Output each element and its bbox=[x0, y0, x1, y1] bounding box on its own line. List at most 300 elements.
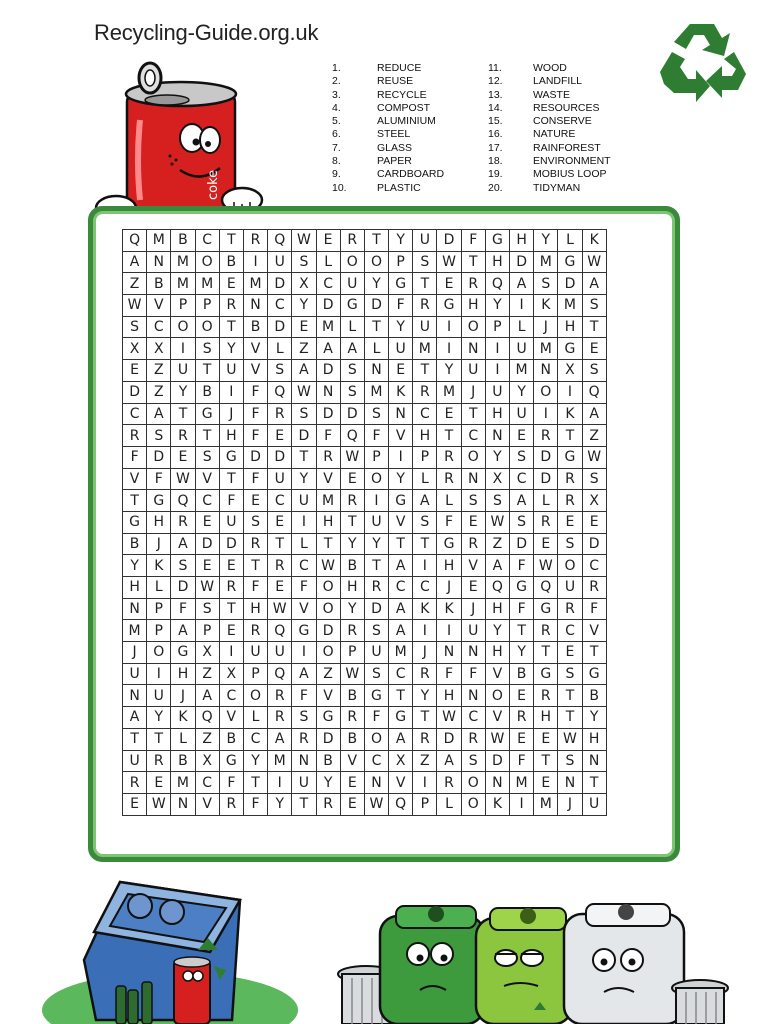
grid-cell: S bbox=[292, 403, 316, 425]
grid-cell: X bbox=[558, 360, 582, 382]
grid-cell: U bbox=[510, 403, 534, 425]
word-list-item: 5. ALUMINIUM bbox=[332, 115, 436, 128]
grid-cell: V bbox=[123, 468, 147, 490]
grid-cell: B bbox=[510, 663, 534, 685]
grid-cell: A bbox=[171, 533, 195, 555]
grid-cell: S bbox=[364, 663, 388, 685]
grid-cell: N bbox=[461, 642, 485, 664]
grid-cell: S bbox=[534, 273, 558, 295]
can-brand-text: coke bbox=[206, 169, 221, 200]
grid-cell: K bbox=[413, 598, 437, 620]
grid-cell: P bbox=[413, 446, 437, 468]
grid-cell: L bbox=[316, 251, 340, 273]
grid-cell: F bbox=[510, 555, 534, 577]
grid-cell: R bbox=[219, 793, 243, 815]
grid-cell: T bbox=[364, 555, 388, 577]
grid-cell: B bbox=[219, 728, 243, 750]
grid-cell: F bbox=[243, 468, 267, 490]
grid-cell: I bbox=[268, 772, 292, 794]
grid-cell: A bbox=[123, 707, 147, 729]
grid-cell: T bbox=[558, 425, 582, 447]
grid-cell: T bbox=[558, 685, 582, 707]
grid-row bbox=[123, 772, 607, 794]
word-list-item: 16. NATURE bbox=[488, 128, 576, 141]
grid-cell: U bbox=[485, 381, 509, 403]
grid-cell: Y bbox=[582, 707, 606, 729]
grid-cell: Y bbox=[389, 468, 413, 490]
recycling-bank-container bbox=[84, 882, 240, 1020]
grid-cell: R bbox=[510, 707, 534, 729]
grid-cell: H bbox=[534, 707, 558, 729]
grid-cell: S bbox=[292, 707, 316, 729]
grid-row bbox=[123, 555, 607, 577]
grid-cell: N bbox=[123, 685, 147, 707]
grid-cell: T bbox=[171, 403, 195, 425]
grid-cell: W bbox=[147, 793, 171, 815]
grid-cell: B bbox=[340, 728, 364, 750]
grid-cell: Y bbox=[510, 642, 534, 664]
grid-cell: L bbox=[437, 793, 461, 815]
grid-cell: C bbox=[582, 555, 606, 577]
grid-cell: M bbox=[171, 273, 195, 295]
grid-cell: F bbox=[510, 750, 534, 772]
grid-cell: T bbox=[413, 533, 437, 555]
grid-cell: F bbox=[389, 295, 413, 317]
word-search-grid bbox=[122, 229, 607, 816]
grid-cell: H bbox=[510, 230, 534, 252]
grid-cell: Q bbox=[268, 620, 292, 642]
grid-cell: T bbox=[582, 316, 606, 338]
grid-cell: S bbox=[413, 251, 437, 273]
grid-row bbox=[123, 381, 607, 403]
grid-cell: W bbox=[171, 468, 195, 490]
grid-cell: T bbox=[268, 533, 292, 555]
grid-cell: A bbox=[389, 598, 413, 620]
grid-cell: V bbox=[389, 425, 413, 447]
grid-cell: G bbox=[292, 620, 316, 642]
grid-cell: R bbox=[437, 468, 461, 490]
grid-cell: A bbox=[147, 403, 171, 425]
grid-cell: Y bbox=[413, 685, 437, 707]
grid-cell: V bbox=[243, 360, 267, 382]
grid-cell: R bbox=[558, 490, 582, 512]
grid-cell: I bbox=[485, 360, 509, 382]
grid-cell: X bbox=[389, 750, 413, 772]
grid-cell: D bbox=[195, 533, 219, 555]
grid-cell: W bbox=[582, 446, 606, 468]
grid-row bbox=[123, 620, 607, 642]
grid-cell: E bbox=[558, 511, 582, 533]
grid-cell: A bbox=[582, 273, 606, 295]
grid-cell: S bbox=[147, 425, 171, 447]
grid-cell: P bbox=[171, 295, 195, 317]
grid-cell: V bbox=[316, 468, 340, 490]
grey-bin bbox=[564, 904, 684, 1024]
word-list-item: 19. MOBIUS LOOP bbox=[488, 168, 607, 181]
grid-cell: V bbox=[485, 707, 509, 729]
grid-cell: S bbox=[582, 360, 606, 382]
grid-cell: D bbox=[123, 381, 147, 403]
grid-cell: O bbox=[195, 316, 219, 338]
grid-cell: R bbox=[461, 728, 485, 750]
grid-cell: A bbox=[340, 338, 364, 360]
grid-row bbox=[123, 403, 607, 425]
grid-cell: F bbox=[219, 772, 243, 794]
grid-cell: I bbox=[485, 338, 509, 360]
grid-cell: U bbox=[123, 750, 147, 772]
grid-cell: A bbox=[437, 750, 461, 772]
grid-cell: X bbox=[582, 490, 606, 512]
grid-cell: E bbox=[268, 577, 292, 599]
grid-cell: N bbox=[485, 772, 509, 794]
grid-cell: C bbox=[413, 403, 437, 425]
grid-cell: A bbox=[316, 338, 340, 360]
grid-cell: E bbox=[292, 316, 316, 338]
grid-cell: E bbox=[268, 511, 292, 533]
grid-cell: N bbox=[147, 251, 171, 273]
grid-cell: N bbox=[389, 403, 413, 425]
grid-cell: P bbox=[413, 793, 437, 815]
grid-cell: E bbox=[534, 533, 558, 555]
grid-cell: T bbox=[243, 555, 267, 577]
grid-cell: I bbox=[558, 381, 582, 403]
grid-cell: R bbox=[268, 403, 292, 425]
grid-cell: H bbox=[171, 663, 195, 685]
grid-cell: M bbox=[123, 620, 147, 642]
grid-cell: E bbox=[582, 338, 606, 360]
word-list-item: 12. LANDFILL bbox=[488, 75, 583, 88]
grid-cell: Y bbox=[292, 295, 316, 317]
grid-cell: P bbox=[243, 663, 267, 685]
grid-cell: I bbox=[147, 663, 171, 685]
grid-cell: U bbox=[413, 316, 437, 338]
grid-cell: D bbox=[437, 230, 461, 252]
grid-cell: G bbox=[340, 295, 364, 317]
grid-cell: E bbox=[219, 273, 243, 295]
grid-cell: R bbox=[243, 533, 267, 555]
grid-cell: X bbox=[292, 273, 316, 295]
grid-cell: R bbox=[243, 620, 267, 642]
grid-cell: Y bbox=[485, 620, 509, 642]
grid-cell: Y bbox=[534, 230, 558, 252]
grid-cell: V bbox=[582, 620, 606, 642]
grid-cell: G bbox=[219, 446, 243, 468]
grid-cell: Y bbox=[292, 468, 316, 490]
grid-cell: S bbox=[413, 511, 437, 533]
grid-cell: K bbox=[437, 598, 461, 620]
grid-cell: S bbox=[510, 446, 534, 468]
grid-cell: R bbox=[268, 685, 292, 707]
grid-cell: T bbox=[413, 273, 437, 295]
grid-cell: F bbox=[292, 577, 316, 599]
grid-cell: T bbox=[292, 793, 316, 815]
grid-cell: F bbox=[582, 598, 606, 620]
grid-cell: S bbox=[292, 251, 316, 273]
word-list-item: 20. TIDYMAN bbox=[488, 181, 581, 194]
grid-cell: E bbox=[340, 793, 364, 815]
grid-cell: B bbox=[582, 685, 606, 707]
grid-cell: T bbox=[340, 511, 364, 533]
grid-cell: R bbox=[340, 620, 364, 642]
grid-cell: A bbox=[123, 251, 147, 273]
grid-cell: G bbox=[147, 490, 171, 512]
grid-cell: B bbox=[340, 685, 364, 707]
grid-cell: O bbox=[195, 251, 219, 273]
grid-cell: U bbox=[389, 338, 413, 360]
grid-cell: O bbox=[485, 685, 509, 707]
grid-cell: S bbox=[558, 750, 582, 772]
grid-cell: T bbox=[364, 316, 388, 338]
grid-cell: Q bbox=[123, 230, 147, 252]
grid-cell: Z bbox=[292, 338, 316, 360]
grid-cell: T bbox=[582, 772, 606, 794]
grid-cell: E bbox=[558, 642, 582, 664]
recycling-bins-illustration bbox=[0, 870, 768, 1024]
grid-cell: M bbox=[268, 750, 292, 772]
grid-cell: U bbox=[558, 577, 582, 599]
grid-cell: I bbox=[437, 316, 461, 338]
grid-cell: E bbox=[219, 620, 243, 642]
grid-cell: T bbox=[558, 707, 582, 729]
word-list-item: 9. CARDBOARD bbox=[332, 168, 445, 181]
grid-cell: S bbox=[582, 468, 606, 490]
grid-cell: H bbox=[485, 403, 509, 425]
grid-cell: E bbox=[461, 511, 485, 533]
grid-cell: Y bbox=[340, 533, 364, 555]
grid-cell: Z bbox=[195, 663, 219, 685]
grid-cell: X bbox=[485, 468, 509, 490]
grid-cell: G bbox=[389, 490, 413, 512]
grid-cell: V bbox=[195, 468, 219, 490]
grid-cell: A bbox=[510, 273, 534, 295]
grid-cell: D bbox=[268, 273, 292, 295]
word-list-item: 13. WASTE bbox=[488, 88, 570, 101]
grid-cell: D bbox=[219, 533, 243, 555]
grid-cell: U bbox=[510, 338, 534, 360]
grid-cell: Q bbox=[534, 577, 558, 599]
grid-cell: U bbox=[461, 620, 485, 642]
grid-cell: S bbox=[558, 533, 582, 555]
grid-cell: J bbox=[461, 381, 485, 403]
grid-cell: D bbox=[510, 251, 534, 273]
grid-cell: R bbox=[292, 728, 316, 750]
grid-cell: Y bbox=[219, 338, 243, 360]
grid-cell: V bbox=[195, 793, 219, 815]
grid-cell: E bbox=[195, 555, 219, 577]
grid-cell: U bbox=[461, 360, 485, 382]
grid-cell: H bbox=[437, 685, 461, 707]
grid-cell: R bbox=[534, 685, 558, 707]
grid-cell: O bbox=[534, 381, 558, 403]
grid-cell: P bbox=[147, 598, 171, 620]
grid-cell: S bbox=[195, 446, 219, 468]
grid-cell: S bbox=[195, 598, 219, 620]
grid-row bbox=[123, 577, 607, 599]
grid-cell: R bbox=[413, 663, 437, 685]
grid-cell: T bbox=[195, 425, 219, 447]
grid-cell: G bbox=[510, 577, 534, 599]
grid-cell: U bbox=[123, 663, 147, 685]
grid-cell: E bbox=[510, 425, 534, 447]
grid-cell: D bbox=[437, 728, 461, 750]
grid-cell: W bbox=[195, 577, 219, 599]
grid-row bbox=[123, 468, 607, 490]
grid-cell: V bbox=[147, 295, 171, 317]
grid-cell: A bbox=[195, 685, 219, 707]
trash-can-right bbox=[672, 980, 728, 1024]
grid-cell: T bbox=[219, 468, 243, 490]
grid-cell: D bbox=[316, 403, 340, 425]
grid-cell: Y bbox=[510, 381, 534, 403]
grid-cell: T bbox=[534, 750, 558, 772]
grid-cell: F bbox=[219, 490, 243, 512]
grid-cell: G bbox=[389, 273, 413, 295]
grid-cell: M bbox=[389, 642, 413, 664]
grid-cell: U bbox=[243, 642, 267, 664]
grid-cell: E bbox=[510, 728, 534, 750]
grid-cell: G bbox=[195, 403, 219, 425]
grid-cell: D bbox=[534, 446, 558, 468]
grid-cell: K bbox=[171, 707, 195, 729]
grid-cell: C bbox=[195, 772, 219, 794]
grid-cell: H bbox=[485, 598, 509, 620]
grid-cell: S bbox=[340, 360, 364, 382]
grid-cell: N bbox=[485, 425, 509, 447]
grid-cell: S bbox=[510, 511, 534, 533]
grid-cell: T bbox=[123, 728, 147, 750]
grid-cell: O bbox=[340, 251, 364, 273]
grid-cell: E bbox=[389, 360, 413, 382]
grid-cell: Q bbox=[268, 230, 292, 252]
grid-cell: S bbox=[171, 555, 195, 577]
grid-cell: F bbox=[243, 381, 267, 403]
grid-cell: J bbox=[413, 642, 437, 664]
recycle-logo-icon bbox=[652, 18, 752, 108]
grid-cell: O bbox=[171, 316, 195, 338]
grid-cell: A bbox=[292, 360, 316, 382]
grid-cell: W bbox=[485, 511, 509, 533]
grid-cell: R bbox=[413, 728, 437, 750]
word-list-item: 2. REUSE bbox=[332, 75, 414, 88]
grid-cell: D bbox=[316, 620, 340, 642]
grid-row bbox=[123, 707, 607, 729]
grid-cell: A bbox=[389, 728, 413, 750]
grid-cell: E bbox=[510, 685, 534, 707]
grid-cell: A bbox=[171, 620, 195, 642]
grid-cell: E bbox=[534, 772, 558, 794]
grid-cell: R bbox=[582, 577, 606, 599]
grid-cell: A bbox=[389, 555, 413, 577]
grid-row bbox=[123, 663, 607, 685]
grid-cell: B bbox=[243, 316, 267, 338]
grid-cell: U bbox=[292, 772, 316, 794]
grid-cell: L bbox=[340, 316, 364, 338]
grid-row bbox=[123, 273, 607, 295]
grid-cell: T bbox=[219, 598, 243, 620]
grid-cell: M bbox=[534, 251, 558, 273]
grid-cell: S bbox=[485, 490, 509, 512]
grid-cell: O bbox=[243, 685, 267, 707]
grid-cell: S bbox=[340, 381, 364, 403]
grid-row bbox=[123, 360, 607, 382]
grid-cell: I bbox=[389, 446, 413, 468]
grid-cell: C bbox=[461, 707, 485, 729]
grid-cell: W bbox=[437, 707, 461, 729]
grid-cell: D bbox=[364, 295, 388, 317]
grid-cell: Z bbox=[195, 728, 219, 750]
grid-row bbox=[123, 251, 607, 273]
grid-cell: G bbox=[582, 663, 606, 685]
word-list-item: 7. GLASS bbox=[332, 141, 413, 154]
grid-cell: G bbox=[219, 750, 243, 772]
grid-cell: W bbox=[292, 381, 316, 403]
word-list-item: 8. PAPER bbox=[332, 155, 412, 168]
grid-row bbox=[123, 230, 607, 252]
grid-cell: O bbox=[316, 598, 340, 620]
grid-cell: C bbox=[413, 577, 437, 599]
grid-cell: F bbox=[364, 425, 388, 447]
grid-cell: T bbox=[413, 360, 437, 382]
grid-cell: S bbox=[461, 750, 485, 772]
grid-cell: E bbox=[219, 555, 243, 577]
grid-cell: K bbox=[558, 403, 582, 425]
grid-cell: R bbox=[558, 468, 582, 490]
grid-cell: C bbox=[461, 425, 485, 447]
grid-cell: M bbox=[413, 338, 437, 360]
grid-cell: A bbox=[413, 490, 437, 512]
grid-cell: D bbox=[534, 468, 558, 490]
grid-cell: Y bbox=[485, 446, 509, 468]
grid-cell: N bbox=[364, 360, 388, 382]
grid-cell: N bbox=[582, 750, 606, 772]
grid-cell: T bbox=[389, 533, 413, 555]
grid-cell: X bbox=[195, 642, 219, 664]
grid-cell: A bbox=[268, 728, 292, 750]
grid-cell: W bbox=[437, 251, 461, 273]
grid-cell: U bbox=[219, 360, 243, 382]
grid-row bbox=[123, 728, 607, 750]
grid-cell: G bbox=[437, 295, 461, 317]
grid-cell: L bbox=[268, 338, 292, 360]
grid-cell: I bbox=[437, 620, 461, 642]
grid-cell: T bbox=[243, 772, 267, 794]
green-bin bbox=[380, 906, 484, 1024]
word-list-item: 18. ENVIRONMENT bbox=[488, 155, 611, 168]
grid-cell: V bbox=[292, 598, 316, 620]
grid-cell: V bbox=[243, 338, 267, 360]
grid-cell: Z bbox=[582, 425, 606, 447]
small-can-mascot bbox=[174, 957, 210, 1024]
grid-cell: X bbox=[219, 663, 243, 685]
grid-cell: F bbox=[437, 663, 461, 685]
grid-cell: P bbox=[364, 446, 388, 468]
grid-cell: C bbox=[268, 490, 292, 512]
grid-cell: U bbox=[268, 251, 292, 273]
grid-cell: L bbox=[510, 316, 534, 338]
grid-cell: A bbox=[292, 663, 316, 685]
grid-cell: R bbox=[437, 446, 461, 468]
grid-cell: C bbox=[147, 316, 171, 338]
grid-cell: O bbox=[364, 468, 388, 490]
grid-cell: G bbox=[364, 685, 388, 707]
grid-cell: H bbox=[558, 316, 582, 338]
grid-cell: C bbox=[364, 750, 388, 772]
grid-cell: U bbox=[364, 642, 388, 664]
grid-cell: E bbox=[147, 772, 171, 794]
grid-cell: S bbox=[243, 511, 267, 533]
word-list-item: 15. CONSERVE bbox=[488, 115, 592, 128]
grid-cell: J bbox=[123, 642, 147, 664]
